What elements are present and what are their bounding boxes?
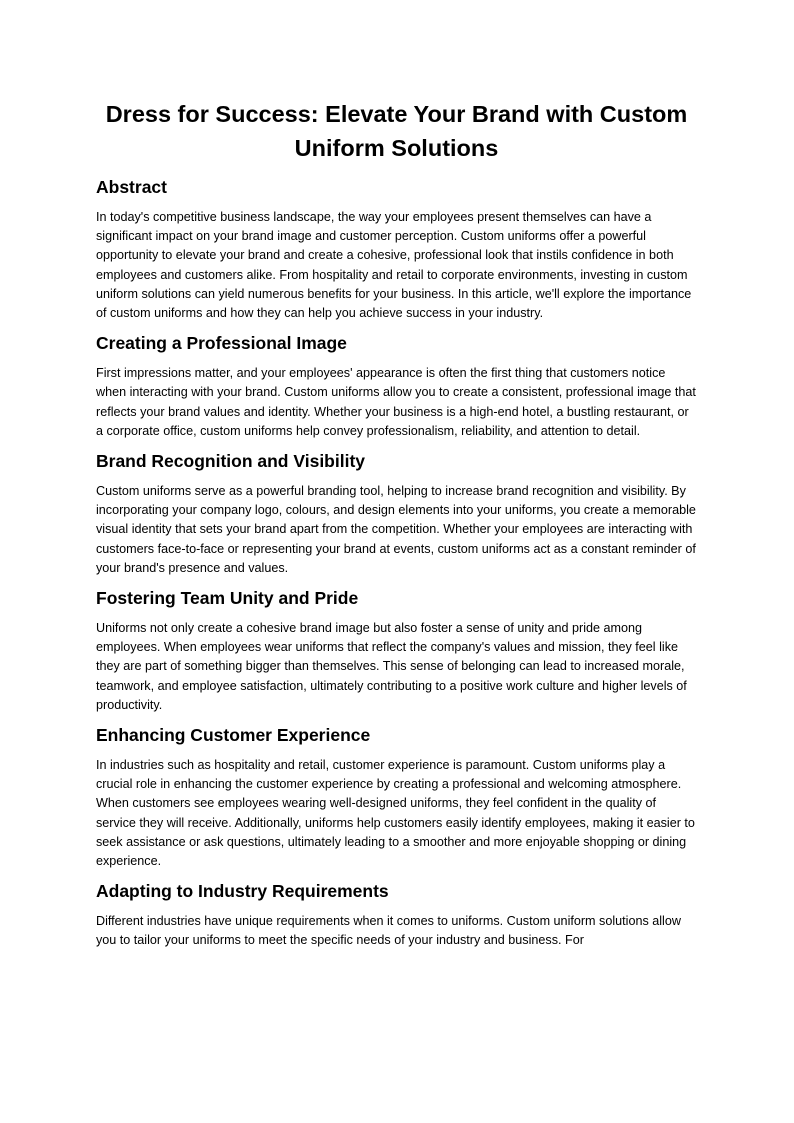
- section-abstract: [96, 175, 697, 323]
- section-heading: Abstract: [96, 177, 167, 197]
- section-industry-requirements: [96, 879, 697, 950]
- section-paragraph: Custom uniforms serve as a powerful branding tool, helping to increase brand recognition and visibility. By incorporating your company logo, colours, and design elements into your uniforms, you create a memorable visual identity that sets your brand apart from the competition. Whether your employees are interacting with customers face-to-face or representing your brand at events, custom uniforms act as a constant reminder of your brand's presence and values.: [96, 484, 696, 575]
- section-heading: Fostering Team Unity and Pride: [96, 588, 359, 609]
- section-heading: Adapting to Industry Requirements: [96, 881, 389, 902]
- section-paragraph: Uniforms not only create a cohesive brand image but also foster a sense of unity and pride among employees. When employees wear uniforms that reflect the company's values and mission, they feel like they are part of something bigger than themselves. This sense of belonging can lead to increased morale, teamwork, and employee satisfaction, ultimately contributing to a positive work culture and higher levels of productivity.: [96, 621, 687, 712]
- section-heading: Enhancing Customer Experience: [96, 725, 371, 746]
- section-paragraph: In industries such as hospitality and retail, customer experience is paramount. Custom uniforms play a crucial role in enhancing the customer experience by creating a professional and welcoming atmosphere. When customers see employees wearing well-designed uniforms, they feel confident in the quality of service they will receive. Additionally, uniforms help customers easily identify employees, making it easier to seek assistance or ask questions, ultimately leading to a smoother and more enjoyable shopping or dining experience.: [96, 758, 695, 869]
- section-paragraph: First impressions matter, and your employees' appearance is often the first thing that customers notice when interacting with your brand. Custom uniforms allow you to create a consistent, professional image that reflects your brand values and identity. Whether your business is a high-end hotel, a bustling restaurant, or a corporate office, custom uniforms help convey professionalism, reliability, and attention to detail.: [96, 366, 696, 438]
- section-paragraph: In today's competitive business landscape, the way your employees present themselves can have a significant impact on your brand image and customer perception. Custom uniforms offer a powerful opportunity to elevate your brand and create a cohesive, professional look that instils confidence in both employees and customers alike. From hospitality and retail to corporate environments, investing in custom uniform solutions can yield numerous benefits for your business. In this article, we'll explore the importance of custom uniforms and how they can help you achieve success in your industry.: [96, 210, 692, 321]
- section-brand-recognition: [96, 449, 697, 578]
- section-customer-experience: [96, 723, 697, 871]
- document-title: Dress for Success: Elevate Your Brand with Custom Uniform Solutions: [105, 101, 688, 161]
- section-creating-professional-image: [96, 331, 697, 441]
- section-paragraph: Different industries have unique requirements when it comes to uniforms. Custom uniform solutions allow you to tailor your uniforms to meet the specific needs of your industry and business. For: [96, 914, 681, 948]
- section-heading: Creating a Professional Image: [96, 333, 347, 354]
- section-team-unity: [96, 586, 697, 715]
- section-heading: Brand Recognition and Visibility: [96, 451, 366, 472]
